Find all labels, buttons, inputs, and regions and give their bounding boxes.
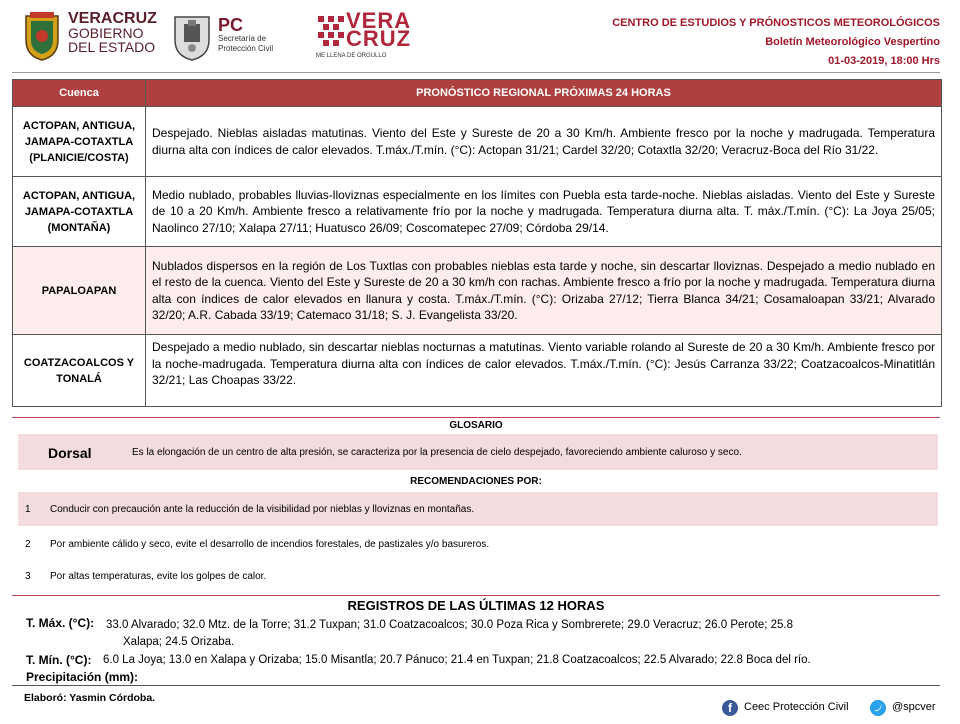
basin-cell: ACTOPAN, ANTIGUA, JAMAPA-COTAXTLA (MONTAÑA) <box>13 177 146 247</box>
bulletin-header <box>612 14 940 71</box>
proteccion-civil-shield-logo <box>172 12 212 62</box>
table-row <box>13 247 942 335</box>
recommendation-number: 1 <box>25 504 31 515</box>
veracruz-wordmark <box>346 8 412 51</box>
glossary-divider <box>12 417 940 418</box>
recommendation-item <box>18 559 938 593</box>
forecast-cell: Medio nublado, probables lluvias-lloviznas especialmente en los límites con Puebla esta tarde-noche. Nieblas aisladas. Viento del Este y Sureste de 10 a 20 Km/h. Ambiente fresco a relativamente frío por la noche y madrugada. Temperatura diurna alta. T. máx./T.mín. (°C): La Joya 25/05; Naolinco 27/10; Xalapa 27/11; Huatusco 26/09; Coscomatepec 27/09; Córdoba 29/14. <box>146 177 942 247</box>
recommendation-item <box>18 527 938 561</box>
recommendation-text: Por altas temperaturas, evite los golpes de calor. <box>50 571 267 582</box>
basin-cell: ACTOPAN, ANTIGUA, JAMAPA-COTAXTLA (PLANICIE/COSTA) <box>13 107 146 177</box>
recommendation-number: 3 <box>25 571 31 582</box>
vc-line-2: CRUZ <box>346 26 412 51</box>
forecast-cell: Despejado. Nieblas aisladas matutinas. Viento del Este y Sureste de 20 a 30 Km/h. Ambiente fresco por la noche y madrugada. Temperatura diurna alta con índices de calor elevados. T.máx./T.mín. (°C): Actopan 31/21; Cardel 32/20; Cotaxtla 32/20; Veracruz-Boca del Río 31/22. <box>146 107 942 177</box>
vc-tagline: ME LLENA DE ORGULLO <box>316 53 387 59</box>
table-row <box>13 177 942 247</box>
facebook-icon[interactable]: f <box>722 700 738 716</box>
records-divider <box>12 595 940 596</box>
pc-title: PC <box>218 15 244 35</box>
veracruz-line-3: DEL ESTADO <box>68 39 156 55</box>
veracruz-government-name <box>68 12 157 54</box>
recommendation-item <box>18 492 938 526</box>
forecast-cell: Despejado a medio nublado, sin descartar nieblas nocturnas a matutinas. Viento variable rolando al Sureste de 20 a 30 Km/h. Ambiente fresco por la noche-madrugada. Temperatura diurna alta con índices de calor elevados. T.máx./T.mín. (°C): Jesús Carranza 33/22; Coatzacoalcos-Minatitlán 32/21; Las Choapas 33/22. <box>146 335 942 407</box>
center-name: CENTRO DE ESTUDIOS Y PRÓNOSTICOS METEOROLÓGICOS <box>612 17 940 29</box>
table-row <box>13 335 942 407</box>
tmin-values: 6.0 La Joya; 13.0 en Xalapa y Orizaba; 15.0 Misantla; 20.7 Pánuco; 21.4 en Tuxpan; 21.8 Coatzacoalcos; 22.5 Alvarado; 22.8 Boca del río. <box>103 654 811 666</box>
tmax-line-1: 33.0 Alvarado; 32.0 Mtz. de la Torre; 31.2 Tuxpan; 31.0 Coatzacoalcos; 30.0 Poza Rica y Sombrerete; 29.0 Veracruz; 26.0 Perote; 25.8 <box>106 619 794 631</box>
tmin-label: T. Mín. (°C): <box>26 653 92 667</box>
facebook-link[interactable]: Ceec Protección Civil <box>744 701 849 713</box>
proteccion-civil-brand <box>218 16 273 54</box>
forecast-cell: Nublados dispersos en la región de Los Tuxtlas con probables nieblas esta tarde y noche, sin descartar lloviznas. Despejado a medio nublado en el resto de la cuenca. Viento del Este y Sureste de 20 a 30 km/h con rachas. Ambiente fresco a frío por la noche y madrugada. Temperatura diurna alta con índices de calor elevados en llanura y costa. T.máx./T.mín. (°C): Orizaba 27/12; Tierra Blanca 34/21; Cosamaloapan 33/21; Alvarado 32/20; A.R. Cabada 33/19; Catemaco 31/18; S. J. Evangelista 33/20. <box>146 247 942 335</box>
col-forecast: PRONÓSTICO REGIONAL PRÓXIMAS 24 HORAS <box>146 80 942 107</box>
records-title: REGISTROS DE LAS ÚLTIMAS 12 HORAS <box>347 598 605 613</box>
tmax-values <box>106 617 906 651</box>
author-credit: Elaboró: Yasmin Córdoba. <box>24 692 156 704</box>
recommendation-number: 2 <box>25 539 31 550</box>
veracruz-line-1: VERACRUZ <box>68 10 157 27</box>
glossary-title: GLOSARIO <box>449 420 503 431</box>
pc-subtitle-line-2: Protección Civil <box>218 44 274 53</box>
basin-cell: PAPALOAPAN <box>13 247 146 335</box>
glossary-definition: Es la elongación de un centro de alta presión, se caracteriza por la presencia de cielo despejado, favoreciendo ambiente caluroso y seco. <box>132 447 742 458</box>
col-basin: Cuenca <box>13 80 146 107</box>
bulletin-date: 01-03-2019, 18:00 Hrs <box>828 55 940 67</box>
footer-divider <box>12 685 940 686</box>
pc-subtitle <box>218 34 273 54</box>
forecast-header-row <box>13 80 942 107</box>
recommendation-text: Por ambiente cálido y seco, evite el desarrollo de incendios forestales, de pastizales y/o basureros. <box>50 539 490 550</box>
pc-subtitle-line-1: Secretaría de <box>218 34 267 43</box>
tmax-line-2: Xalapa; 24.5 Orizaba. <box>123 636 235 648</box>
glossary-term: Dorsal <box>48 445 92 461</box>
table-row <box>13 107 942 177</box>
recommendation-text: Conducir con precaución ante la reducción de la visibilidad por nieblas y lloviznas en montañas. <box>50 504 475 515</box>
twitter-link[interactable]: @spcver <box>892 701 936 713</box>
precipitation-label: Precipitación (mm): <box>26 670 139 684</box>
twitter-icon[interactable] <box>870 700 886 716</box>
tmax-label: T. Máx. (°C): <box>26 616 95 630</box>
basin-cell: COATZACOALCOS Y TONALÁ <box>13 335 146 407</box>
header-divider <box>12 72 940 73</box>
vc-line-1: VERA <box>346 8 412 33</box>
recommendations-title: RECOMENDACIONES POR: <box>410 476 542 487</box>
bulletin-name: Boletín Meteorológico Vespertino <box>765 36 940 48</box>
forecast-table <box>12 79 942 407</box>
veracruz-line-2: GOBIERNO <box>68 25 144 41</box>
veracruz-shield-logo <box>22 10 62 62</box>
